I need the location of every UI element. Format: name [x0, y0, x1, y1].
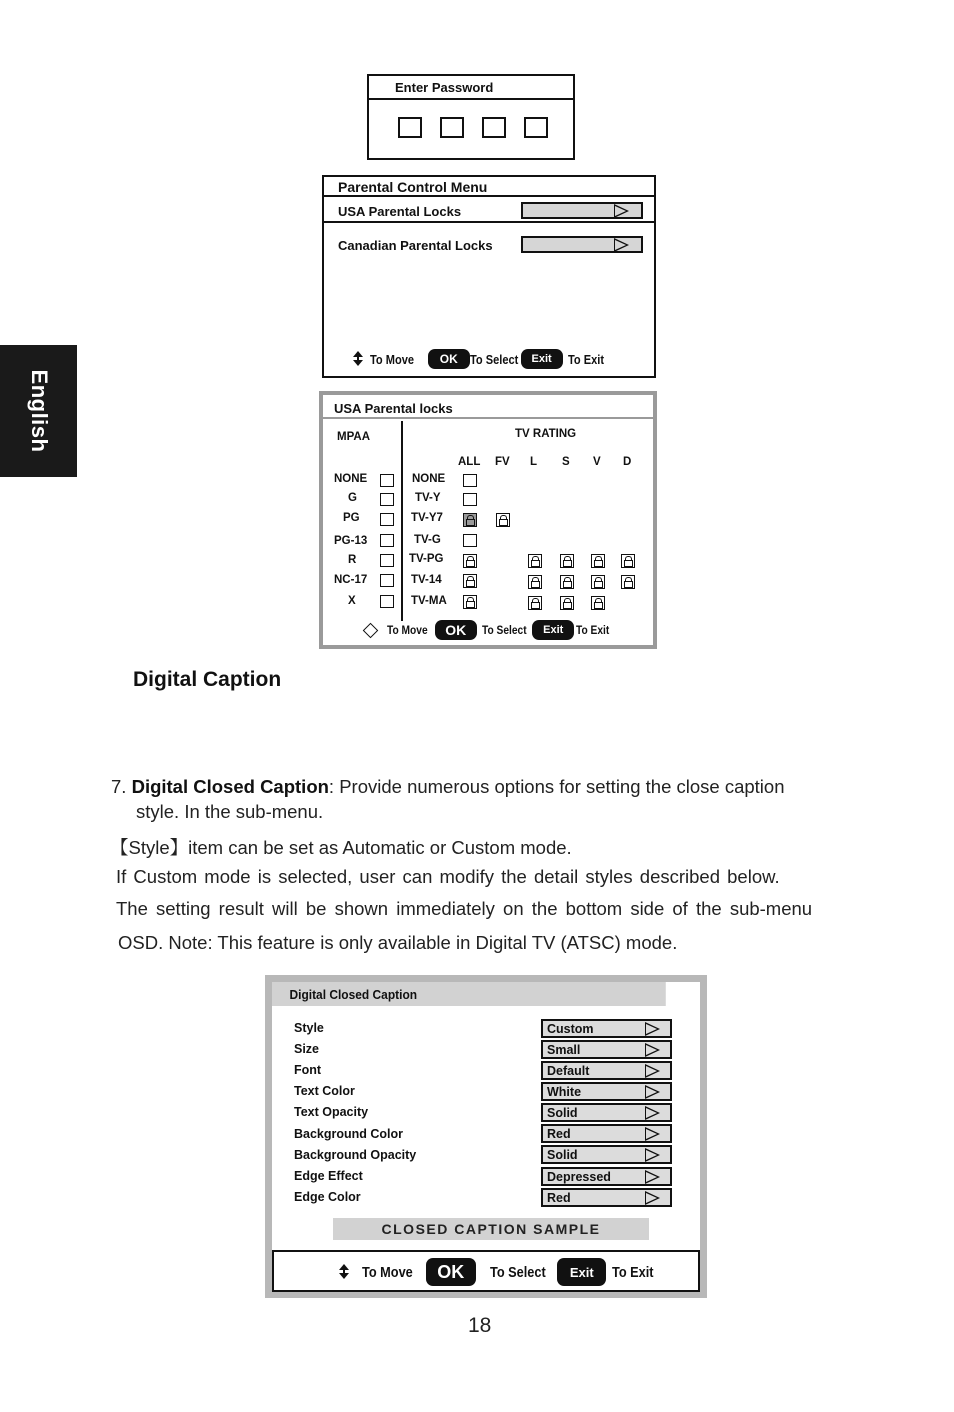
lock-icon[interactable]: [528, 596, 542, 610]
mpaa-checkbox[interactable]: [380, 554, 394, 567]
password-digit-2[interactable]: [440, 117, 464, 138]
parental-control-menu: [322, 175, 656, 378]
to-move-label: To Move: [387, 623, 428, 637]
closed-caption-sample: CLOSED CAPTION SAMPLE: [333, 1218, 649, 1240]
column-l: L: [530, 456, 538, 468]
dcc-row-label: Text Color: [294, 1084, 355, 1098]
font-selector[interactable]: [541, 1061, 672, 1080]
ok-button[interactable]: OK: [428, 349, 470, 369]
mpaa-checkbox[interactable]: [380, 534, 394, 547]
lock-icon[interactable]: [463, 574, 477, 588]
to-move-label: To Move: [370, 351, 415, 367]
dcc-row-label: Background Opacity: [294, 1148, 417, 1162]
password-digit-3[interactable]: [482, 117, 506, 138]
lock-icon[interactable]: [591, 554, 605, 568]
arrow-right-icon: [645, 1191, 660, 1205]
mpaa-label: PG-13: [334, 535, 368, 547]
to-select-label: To Select: [489, 1263, 546, 1281]
lock-icon[interactable]: [621, 575, 635, 589]
selector-value: Default: [547, 1064, 590, 1078]
menu-item-value-bar[interactable]: [521, 202, 643, 219]
to-select-label: To Select: [469, 351, 519, 367]
column-fv: FV: [495, 456, 510, 468]
tv-rating-label: NONE: [412, 473, 446, 485]
text-opacity-selector[interactable]: [541, 1103, 672, 1122]
tv-rating-label: TV-G: [414, 534, 441, 546]
column-v: V: [593, 456, 601, 468]
password-digit-1[interactable]: [398, 117, 422, 138]
ok-button[interactable]: OK: [426, 1258, 476, 1286]
dcc-row-label: Background Color: [294, 1127, 404, 1141]
bold-term: Digital Closed Caption: [131, 776, 329, 797]
edge-effect-selector[interactable]: [541, 1167, 672, 1186]
mpaa-label: G: [348, 492, 357, 504]
lock-icon[interactable]: [621, 554, 635, 568]
selector-value: Red: [547, 1127, 571, 1141]
lock-icon[interactable]: [560, 554, 574, 568]
column-d: D: [623, 456, 632, 468]
selector-value: White: [547, 1085, 582, 1099]
background-color-selector[interactable]: [541, 1124, 672, 1143]
password-dialog: [367, 74, 575, 160]
dcc-row-label: Size: [294, 1042, 320, 1056]
lock-icon[interactable]: [591, 575, 605, 589]
edge-color-selector[interactable]: [541, 1188, 672, 1207]
background-opacity-selector[interactable]: [541, 1145, 672, 1164]
to-exit-label: To Exit: [567, 351, 604, 367]
lock-icon[interactable]: [528, 554, 542, 568]
language-tab-label: English: [26, 369, 52, 453]
usa-parental-locks-panel: [319, 391, 657, 649]
ok-button[interactable]: OK: [435, 620, 477, 640]
lock-icon[interactable]: [591, 596, 605, 610]
tv-rating-label: TV-Y7: [411, 512, 443, 524]
selector-value: Custom: [547, 1022, 594, 1036]
mpaa-label: NC-17: [334, 574, 368, 586]
menu-item-value-bar[interactable]: [521, 236, 643, 253]
tv-checkbox[interactable]: [463, 493, 477, 506]
lock-icon[interactable]: [496, 513, 510, 527]
dcc-row-label: Edge Effect: [294, 1169, 363, 1183]
menu-item-label: USA Parental Locks: [338, 204, 462, 219]
arrow-right-icon: [645, 1148, 660, 1162]
lock-icon[interactable]: [528, 575, 542, 589]
body-line-2: style. In the sub-menu.: [136, 801, 324, 822]
up-down-arrow-icon: [352, 351, 364, 367]
dcc-row-label: Style: [294, 1021, 324, 1035]
usa-locks-title: USA Parental locks: [323, 395, 653, 419]
text-color-selector[interactable]: [541, 1082, 672, 1101]
arrow-right-icon: [645, 1106, 660, 1120]
page-number: 18: [468, 1314, 492, 1337]
digital-closed-caption-menu: [265, 975, 707, 1298]
to-exit-label: To Exit: [576, 623, 610, 637]
list-number: 7.: [111, 776, 127, 797]
parental-menu-nav-hint: [352, 349, 610, 369]
dcc-row-label: Font: [294, 1063, 322, 1077]
line-text: : Provide numerous options for setting the close caption: [328, 776, 785, 797]
lock-icon[interactable]: [463, 595, 477, 609]
body-line-6: OSD. Note: This feature is only available in Digital TV (ATSC) mode.: [118, 932, 678, 953]
arrow-right-icon: [645, 1127, 660, 1141]
column-divider: [401, 421, 403, 621]
lock-icon[interactable]: [560, 596, 574, 610]
language-tab: [0, 345, 77, 477]
arrow-right-icon: [645, 1085, 660, 1099]
selector-value: Red: [547, 1191, 571, 1205]
to-exit-label: To Exit: [612, 1263, 654, 1281]
tv-rating-label: TV-MA: [411, 595, 447, 607]
dcc-row-label: Edge Color: [294, 1190, 361, 1204]
body-line-5: The setting result will be shown immediately on the bottom side of the sub-menu: [116, 898, 813, 919]
exit-button[interactable]: Exit: [557, 1258, 606, 1286]
tv-checkbox[interactable]: [463, 474, 477, 487]
dcc-row-label: Text Opacity: [294, 1105, 369, 1119]
password-dialog-title: Enter Password: [369, 76, 573, 100]
arrow-right-icon: [645, 1022, 660, 1036]
arrow-right-icon: [645, 1064, 660, 1078]
mpaa-label: R: [348, 554, 357, 566]
mpaa-label: PG: [343, 512, 360, 524]
mpaa-checkbox[interactable]: [380, 595, 394, 608]
tv-rating-label: TV-Y: [415, 492, 441, 504]
mpaa-checkbox[interactable]: [380, 474, 394, 487]
menu-item-canadian-locks[interactable]: [324, 234, 654, 256]
style-selector[interactable]: [541, 1019, 672, 1038]
tv-rating-label: TV-14: [411, 574, 442, 586]
selector-value: Small: [547, 1043, 581, 1057]
usa-locks-nav-hint: [361, 620, 615, 640]
line-text: item can be set as Automatic or Custom mode.: [188, 837, 572, 858]
size-selector[interactable]: [541, 1040, 672, 1059]
to-move-label: To Move: [362, 1263, 413, 1281]
body-line-3: [110, 834, 572, 860]
dcc-nav-hint: [338, 1258, 661, 1286]
selector-value: Solid: [547, 1106, 578, 1120]
arrow-right-icon: [614, 238, 629, 252]
tv-checkbox[interactable]: [463, 534, 477, 547]
arrow-right-icon: [645, 1043, 660, 1057]
column-s: S: [562, 456, 570, 468]
body-line-1: [111, 776, 784, 798]
exit-button[interactable]: Exit: [521, 349, 563, 369]
dcc-nav-bar: [272, 1250, 700, 1292]
lock-icon[interactable]: [463, 513, 477, 527]
column-all: ALL: [458, 456, 481, 468]
selector-value: Depressed: [547, 1170, 611, 1184]
body-line-4: If Custom mode is selected, user can modify the detail styles described below.: [116, 866, 780, 887]
menu-item-usa-locks[interactable]: [324, 200, 654, 223]
lock-icon[interactable]: [560, 575, 574, 589]
menu-item-label: Canadian Parental Locks: [338, 238, 493, 253]
mpaa-checkbox[interactable]: [380, 513, 394, 526]
mpaa-header: MPAA: [337, 431, 371, 443]
style-bracket: 【Style】: [110, 837, 189, 858]
tv-rating-label: TV-PG: [409, 553, 444, 565]
mpaa-checkbox[interactable]: [380, 574, 394, 587]
arrow-right-icon: [614, 204, 629, 218]
lock-icon[interactable]: [463, 554, 477, 568]
exit-button[interactable]: Exit: [532, 620, 574, 640]
arrow-right-icon: [645, 1170, 660, 1184]
section-title: Digital Caption: [133, 668, 282, 691]
password-digit-4[interactable]: [524, 117, 548, 138]
mpaa-label: X: [348, 595, 356, 607]
four-way-arrow-icon: [361, 621, 379, 639]
tv-rating-header: TV RATING: [515, 428, 577, 440]
up-down-arrow-icon: [338, 1264, 350, 1280]
selector-value: Solid: [547, 1148, 578, 1162]
parental-menu-title: Parental Control Menu: [324, 177, 654, 197]
dcc-menu-title: Digital Closed Caption: [272, 982, 666, 1006]
mpaa-label: NONE: [334, 473, 368, 485]
mpaa-checkbox[interactable]: [380, 493, 394, 506]
to-select-label: To Select: [481, 623, 527, 637]
